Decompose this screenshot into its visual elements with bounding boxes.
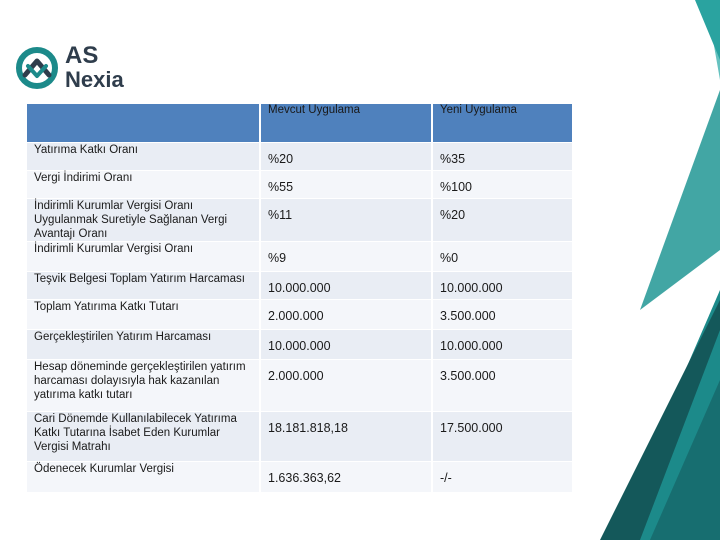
table-row: [27, 462, 572, 492]
row-current-value: 18.181.818,18: [260, 412, 432, 462]
row-label: Ödenecek Kurumlar Vergisi: [27, 462, 260, 492]
table-row: [27, 300, 572, 330]
comparison-table: [27, 104, 572, 492]
table-row: [27, 242, 572, 272]
row-current-value: %20: [260, 143, 432, 171]
row-label: İndirimli Kurumlar Vergisi Oranı: [27, 242, 260, 272]
row-new-value: 10.000.000: [432, 330, 572, 360]
row-current-value: %9: [260, 242, 432, 272]
table-row: [27, 360, 572, 412]
brand-logo: [15, 44, 130, 96]
row-new-value: %0: [432, 242, 572, 272]
row-label: Cari Dönemde Kullanılabilecek Yatırıma Katkı Tutarına İsabet Eden Kurumlar Vergisi Matrahı: [27, 412, 260, 462]
row-current-value: 10.000.000: [260, 330, 432, 360]
brand-line-1: AS: [65, 42, 99, 69]
row-current-value: 2.000.000: [260, 360, 432, 412]
table-row: [27, 199, 572, 242]
row-new-value: -/-: [432, 462, 572, 492]
row-new-value: %35: [432, 143, 572, 171]
row-new-value: 17.500.000: [432, 412, 572, 462]
row-new-value: %20: [432, 199, 572, 242]
row-current-value: 1.636.363,62: [260, 462, 432, 492]
table-row: [27, 171, 572, 199]
row-current-value: 10.000.000: [260, 272, 432, 300]
header-new-column: Yeni Uygulama: [432, 104, 572, 143]
table-row: [27, 272, 572, 300]
row-new-value: 3.500.000: [432, 300, 572, 330]
row-label: İndirimli Kurumlar Vergisi Oranı Uygulanmak Suretiyle Sağlanan Vergi Avantajı Oranı: [27, 199, 260, 242]
row-new-value: 10.000.000: [432, 272, 572, 300]
row-label: Toplam Yatırıma Katkı Tutarı: [27, 300, 260, 330]
row-new-value: %100: [432, 171, 572, 199]
table-row: [27, 143, 572, 171]
header-label-column: [27, 104, 260, 143]
table-row: [27, 412, 572, 462]
row-label: Teşvik Belgesi Toplam Yatırım Harcaması: [27, 272, 260, 300]
row-new-value: 3.500.000: [432, 360, 572, 412]
row-label: Gerçekleştirilen Yatırım Harcaması: [27, 330, 260, 360]
row-label: Vergi İndirimi Oranı: [27, 171, 260, 199]
table-header-row: [27, 104, 572, 143]
row-label: Hesap döneminde gerçekleştirilen yatırım harcaması dolayısıyla hak kazanılan yatırıma katkı tutarı: [27, 360, 260, 412]
row-current-value: %55: [260, 171, 432, 199]
row-current-value: 2.000.000: [260, 300, 432, 330]
row-label: Yatırıma Katkı Oranı: [27, 143, 260, 171]
header-current-column: Mevcut Uygulama: [260, 104, 432, 143]
brand-line-2: Nexia: [65, 67, 124, 92]
nexia-loop-icon: [15, 46, 59, 90]
row-current-value: %11: [260, 199, 432, 242]
table-row: [27, 330, 572, 360]
